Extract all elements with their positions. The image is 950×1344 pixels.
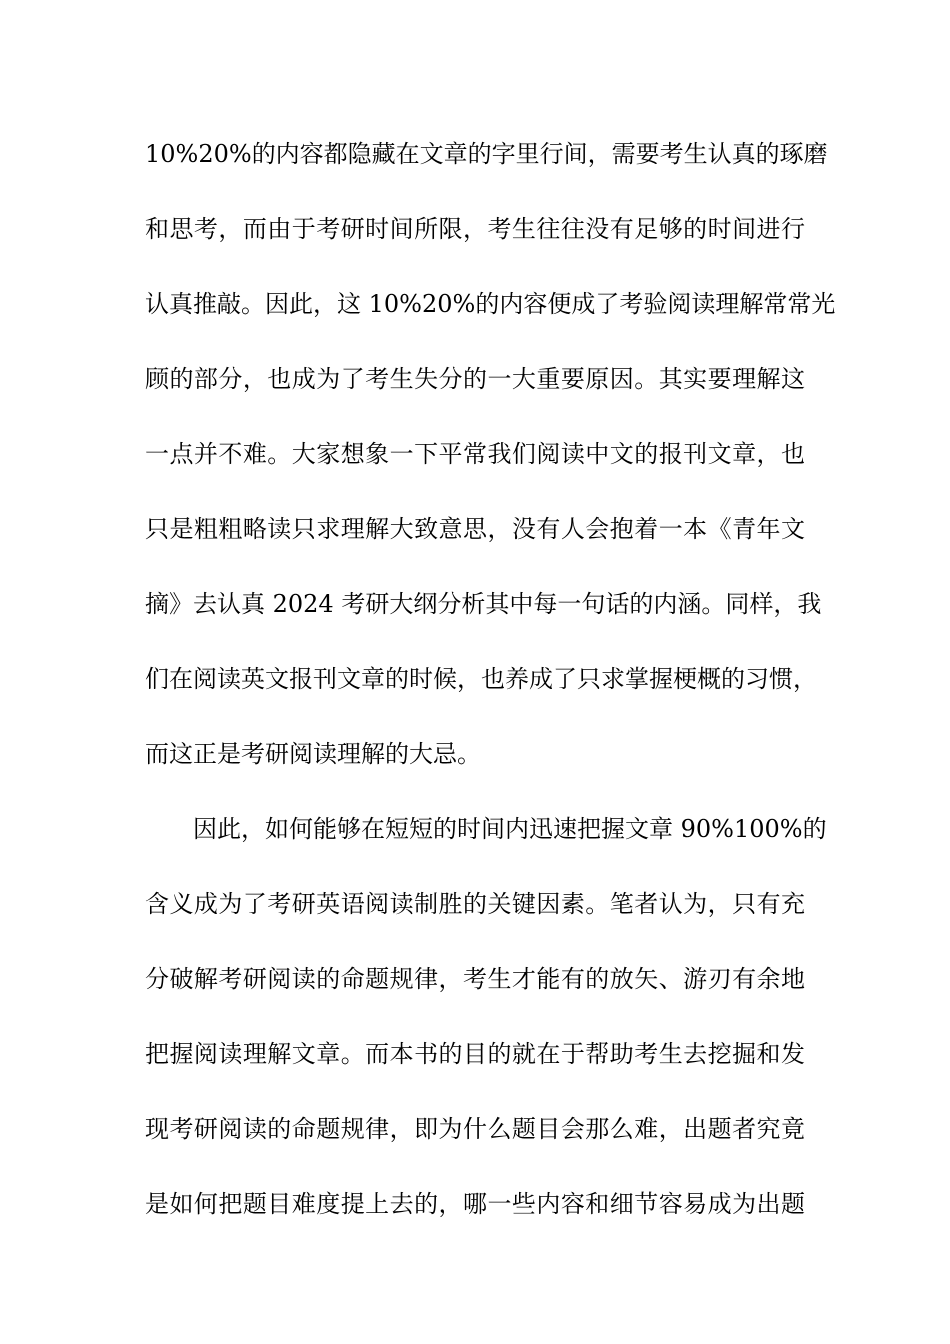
paragraph-line: 摘》去认真 2024 考研大纲分析其中每一句话的内涵。同样，我 (145, 590, 822, 618)
paragraph-line: 们在阅读英文报刊文章的时候，也养成了只求掌握梗概的习惯， (145, 665, 817, 693)
paragraph-line: 一点并不难。大家想象一下平常我们阅读中文的报刊文章，也 (145, 440, 805, 468)
paragraph-line: 顾的部分，也成为了考生失分的一大重要原因。其实要理解这 (145, 365, 805, 393)
paragraph-line: 是如何把题目难度提上去的，哪一些内容和细节容易成为出题 (145, 1190, 805, 1218)
paragraph-line: 因此，如何能够在短短的时间内迅速把握文章 90%100%的 (193, 815, 827, 843)
paragraph-line: 含义成为了考研英语阅读制胜的关键因素。笔者认为，只有充 (145, 890, 805, 918)
paragraph-line: 把握阅读理解文章。而本书的目的就在于帮助考生去挖掘和发 (145, 1040, 805, 1068)
paragraph-line: 10%20%的内容都隐藏在文章的字里行间，需要考生认真的琢磨 (145, 140, 828, 168)
paragraph-1 (145, 117, 835, 792)
body-text (145, 117, 835, 1242)
paragraph-line: 分破解考研阅读的命题规律，考生才能有的放矢、游刃有余地 (145, 965, 805, 993)
paragraph-line: 现考研阅读的命题规律，即为什么题目会那么难，出题者究竟 (145, 1115, 805, 1143)
paragraph-2 (145, 792, 835, 1242)
paragraph-line: 和思考，而由于考研时间所限，考生往往没有足够的时间进行 (145, 215, 805, 243)
paragraph-line: 认真推敲。因此，这 10%20%的内容便成了考验阅读理解常常光 (145, 290, 836, 318)
paragraph-line: 而这正是考研阅读理解的大忌。 (145, 740, 481, 768)
paragraph-line: 只是粗粗略读只求理解大致意思，没有人会抱着一本《青年文 (145, 515, 805, 543)
